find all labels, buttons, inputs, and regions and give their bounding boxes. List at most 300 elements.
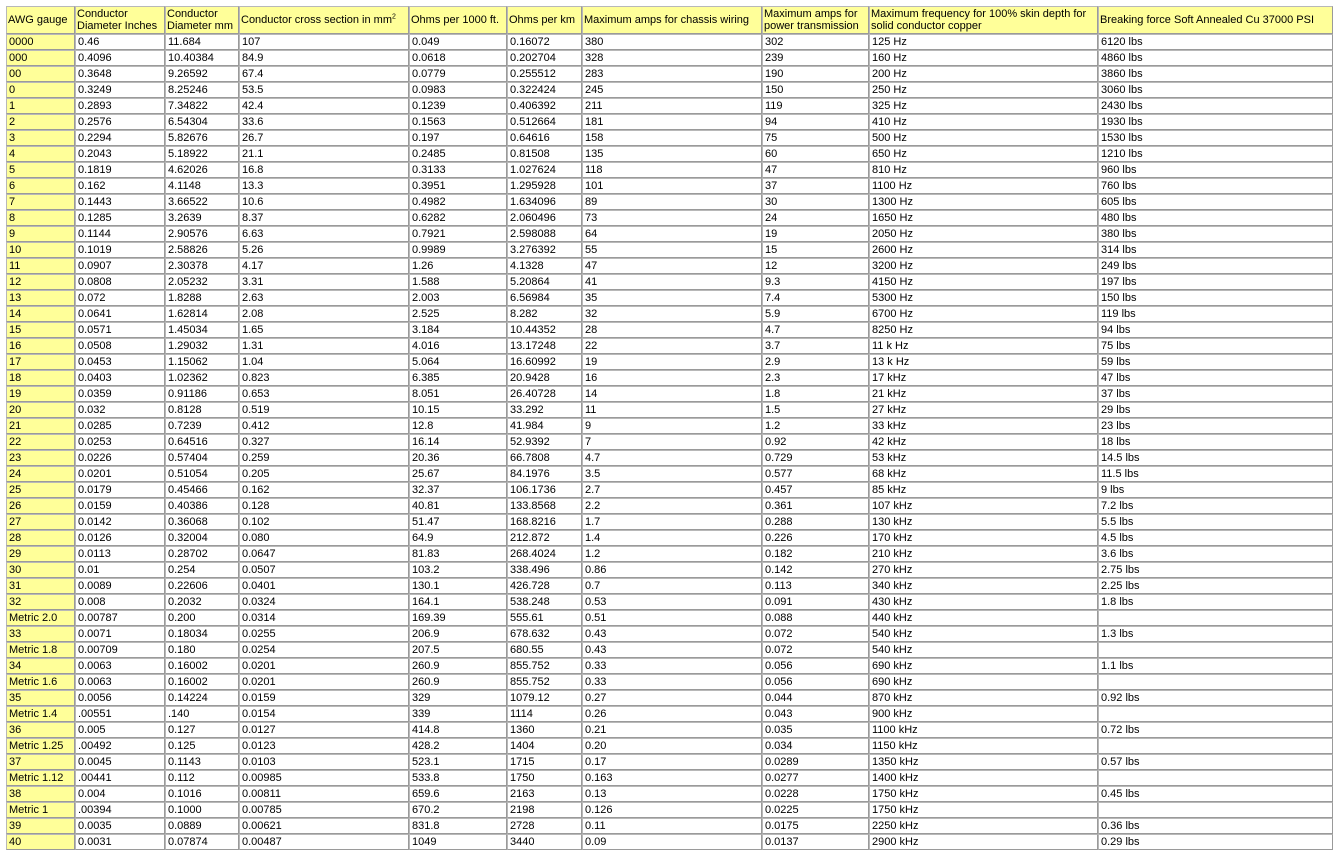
diameter-mm-cell: 1.29032 bbox=[165, 338, 239, 354]
diameter-inches-cell: 0.4096 bbox=[75, 50, 165, 66]
ohms-per-km-cell: 0.64616 bbox=[507, 130, 582, 146]
table-row bbox=[6, 114, 1333, 130]
ohms-per-1000ft-cell: 0.0618 bbox=[409, 50, 507, 66]
cross-section-cell: 0.162 bbox=[239, 482, 409, 498]
amps-power-cell: 0.577 bbox=[762, 466, 869, 482]
breaking-force-cell: 1.3 lbs bbox=[1098, 626, 1333, 642]
amps-power-cell: 302 bbox=[762, 34, 869, 50]
cross-section-cell: 0.412 bbox=[239, 418, 409, 434]
ohms-per-km-cell: 0.255512 bbox=[507, 66, 582, 82]
diameter-mm-cell: 0.51054 bbox=[165, 466, 239, 482]
breaking-force-cell: 0.45 lbs bbox=[1098, 786, 1333, 802]
table-row bbox=[6, 722, 1333, 738]
breaking-force-cell bbox=[1098, 770, 1333, 786]
table-row bbox=[6, 786, 1333, 802]
max-frequency-cell: 125 Hz bbox=[869, 34, 1098, 50]
superscript: 2 bbox=[392, 13, 396, 21]
diameter-inches-cell: 0.2294 bbox=[75, 130, 165, 146]
amps-power-cell: 0.072 bbox=[762, 642, 869, 658]
ohms-per-1000ft-cell: 523.1 bbox=[409, 754, 507, 770]
header-row bbox=[6, 6, 1333, 34]
cross-section-cell: 26.7 bbox=[239, 130, 409, 146]
diameter-mm-cell: 0.07874 bbox=[165, 834, 239, 850]
amps-chassis-cell: 0.43 bbox=[582, 626, 762, 642]
ohms-per-km-cell: 2728 bbox=[507, 818, 582, 834]
cross-section-cell: 0.653 bbox=[239, 386, 409, 402]
amps-chassis-cell: 0.20 bbox=[582, 738, 762, 754]
ohms-per-1000ft-cell: 1049 bbox=[409, 834, 507, 850]
table-row bbox=[6, 162, 1333, 178]
breaking-force-cell: 4860 lbs bbox=[1098, 50, 1333, 66]
diameter-mm-cell: 1.45034 bbox=[165, 322, 239, 338]
header-diameter-mm-label: Conductor Diameter mm bbox=[167, 8, 234, 32]
max-frequency-cell: 900 kHz bbox=[869, 706, 1098, 722]
header-amps-power bbox=[762, 6, 869, 34]
ohms-per-1000ft-cell: 0.049 bbox=[409, 34, 507, 50]
breaking-force-cell: 1.8 lbs bbox=[1098, 594, 1333, 610]
diameter-inches-cell: 0.008 bbox=[75, 594, 165, 610]
ohms-per-km-cell: 680.55 bbox=[507, 642, 582, 658]
ohms-per-km-cell: 538.248 bbox=[507, 594, 582, 610]
diameter-inches-cell: 0.1285 bbox=[75, 210, 165, 226]
ohms-per-km-cell: 10.44352 bbox=[507, 322, 582, 338]
ohms-per-1000ft-cell: 0.1563 bbox=[409, 114, 507, 130]
diameter-mm-cell: 0.1000 bbox=[165, 802, 239, 818]
diameter-mm-cell: 1.15062 bbox=[165, 354, 239, 370]
ohms-per-1000ft-cell: 428.2 bbox=[409, 738, 507, 754]
ohms-per-km-cell: 0.202704 bbox=[507, 50, 582, 66]
header-breaking-force-label: Breaking force Soft Annealed Cu 37000 PSI bbox=[1100, 14, 1315, 26]
amps-chassis-cell: 14 bbox=[582, 386, 762, 402]
max-frequency-cell: 53 kHz bbox=[869, 450, 1098, 466]
ohms-per-km-cell: 2.598088 bbox=[507, 226, 582, 242]
ohms-per-1000ft-cell: 169.39 bbox=[409, 610, 507, 626]
cross-section-cell: 5.26 bbox=[239, 242, 409, 258]
diameter-inches-cell: 0.0035 bbox=[75, 818, 165, 834]
amps-chassis-cell: 0.163 bbox=[582, 770, 762, 786]
cross-section-cell: 0.0201 bbox=[239, 674, 409, 690]
table-row bbox=[6, 834, 1333, 850]
cross-section-cell: 0.0507 bbox=[239, 562, 409, 578]
diameter-inches-cell: 0.0179 bbox=[75, 482, 165, 498]
amps-chassis-cell: 0.51 bbox=[582, 610, 762, 626]
diameter-inches-cell: 0.0808 bbox=[75, 274, 165, 290]
amps-power-cell: 15 bbox=[762, 242, 869, 258]
awg-gauge-cell: 5 bbox=[6, 162, 75, 178]
diameter-mm-cell: 0.16002 bbox=[165, 674, 239, 690]
header-amps-chassis bbox=[582, 6, 762, 34]
awg-gauge-cell: 32 bbox=[6, 594, 75, 610]
ohms-per-km-cell: 855.752 bbox=[507, 674, 582, 690]
table-row bbox=[6, 34, 1333, 50]
diameter-mm-cell: 0.32004 bbox=[165, 530, 239, 546]
amps-power-cell: 0.0137 bbox=[762, 834, 869, 850]
max-frequency-cell: 500 Hz bbox=[869, 130, 1098, 146]
amps-chassis-cell: 64 bbox=[582, 226, 762, 242]
max-frequency-cell: 690 kHz bbox=[869, 658, 1098, 674]
breaking-force-cell: 380 lbs bbox=[1098, 226, 1333, 242]
breaking-force-cell: 11.5 lbs bbox=[1098, 466, 1333, 482]
amps-chassis-cell: 2.2 bbox=[582, 498, 762, 514]
table-row bbox=[6, 610, 1333, 626]
table-row bbox=[6, 434, 1333, 450]
ohms-per-km-cell: 338.496 bbox=[507, 562, 582, 578]
amps-power-cell: 190 bbox=[762, 66, 869, 82]
breaking-force-cell: 2.25 lbs bbox=[1098, 578, 1333, 594]
amps-chassis-cell: 0.86 bbox=[582, 562, 762, 578]
diameter-inches-cell: 0.00787 bbox=[75, 610, 165, 626]
diameter-mm-cell: 0.57404 bbox=[165, 450, 239, 466]
ohms-per-1000ft-cell: 164.1 bbox=[409, 594, 507, 610]
diameter-mm-cell: 7.34822 bbox=[165, 98, 239, 114]
header-ohms-per-km-label: Ohms per km bbox=[509, 14, 576, 26]
amps-power-cell: 0.182 bbox=[762, 546, 869, 562]
table-row bbox=[6, 466, 1333, 482]
breaking-force-cell: 605 lbs bbox=[1098, 194, 1333, 210]
awg-gauge-cell: 36 bbox=[6, 722, 75, 738]
max-frequency-cell: 170 kHz bbox=[869, 530, 1098, 546]
diameter-mm-cell: 2.58826 bbox=[165, 242, 239, 258]
table-row bbox=[6, 770, 1333, 786]
cross-section-cell: 107 bbox=[239, 34, 409, 50]
amps-power-cell: 0.142 bbox=[762, 562, 869, 578]
cross-section-cell: 8.37 bbox=[239, 210, 409, 226]
diameter-inches-cell: 0.0056 bbox=[75, 690, 165, 706]
max-frequency-cell: 340 kHz bbox=[869, 578, 1098, 594]
breaking-force-cell: 0.72 lbs bbox=[1098, 722, 1333, 738]
awg-gauge-cell: 0000 bbox=[6, 34, 75, 50]
amps-chassis-cell: 19 bbox=[582, 354, 762, 370]
diameter-inches-cell: 0.3648 bbox=[75, 66, 165, 82]
header-awg-gauge-label: AWG gauge bbox=[8, 14, 68, 26]
awg-gauge-cell: 19 bbox=[6, 386, 75, 402]
header-breaking-force bbox=[1098, 6, 1333, 34]
breaking-force-cell bbox=[1098, 802, 1333, 818]
amps-chassis-cell: 55 bbox=[582, 242, 762, 258]
breaking-force-cell: 0.92 lbs bbox=[1098, 690, 1333, 706]
diameter-mm-cell: 5.18922 bbox=[165, 146, 239, 162]
ohms-per-km-cell: 1114 bbox=[507, 706, 582, 722]
max-frequency-cell: 410 Hz bbox=[869, 114, 1098, 130]
header-amps-power-label: Maximum amps for power transmission bbox=[764, 8, 859, 32]
amps-power-cell: 0.056 bbox=[762, 674, 869, 690]
cross-section-cell: 0.0103 bbox=[239, 754, 409, 770]
table-row bbox=[6, 802, 1333, 818]
cross-section-cell: 0.0123 bbox=[239, 738, 409, 754]
diameter-mm-cell: 4.62026 bbox=[165, 162, 239, 178]
diameter-mm-cell: 0.16002 bbox=[165, 658, 239, 674]
diameter-inches-cell: 0.01 bbox=[75, 562, 165, 578]
ohms-per-km-cell: 1715 bbox=[507, 754, 582, 770]
max-frequency-cell: 270 kHz bbox=[869, 562, 1098, 578]
awg-gauge-cell: 00 bbox=[6, 66, 75, 82]
ohms-per-1000ft-cell: 0.6282 bbox=[409, 210, 507, 226]
cross-section-cell: 53.5 bbox=[239, 82, 409, 98]
table-row bbox=[6, 626, 1333, 642]
amps-chassis-cell: 0.17 bbox=[582, 754, 762, 770]
cross-section-cell: 0.205 bbox=[239, 466, 409, 482]
amps-power-cell: 9.3 bbox=[762, 274, 869, 290]
amps-power-cell: 0.043 bbox=[762, 706, 869, 722]
amps-power-cell: 0.044 bbox=[762, 690, 869, 706]
breaking-force-cell: 59 lbs bbox=[1098, 354, 1333, 370]
max-frequency-cell: 540 kHz bbox=[869, 642, 1098, 658]
breaking-force-cell: 480 lbs bbox=[1098, 210, 1333, 226]
breaking-force-cell: 2430 lbs bbox=[1098, 98, 1333, 114]
table-row bbox=[6, 370, 1333, 386]
max-frequency-cell: 650 Hz bbox=[869, 146, 1098, 162]
header-awg-gauge bbox=[6, 6, 75, 34]
awg-gauge-cell: 33 bbox=[6, 626, 75, 642]
ohms-per-km-cell: 66.7808 bbox=[507, 450, 582, 466]
amps-power-cell: 150 bbox=[762, 82, 869, 98]
diameter-inches-cell: 0.1019 bbox=[75, 242, 165, 258]
diameter-mm-cell: 0.254 bbox=[165, 562, 239, 578]
diameter-mm-cell: 9.26592 bbox=[165, 66, 239, 82]
ohms-per-km-cell: 426.728 bbox=[507, 578, 582, 594]
diameter-inches-cell: 0.0907 bbox=[75, 258, 165, 274]
cross-section-cell: 0.0255 bbox=[239, 626, 409, 642]
cross-section-cell: 2.63 bbox=[239, 290, 409, 306]
breaking-force-cell: 37 lbs bbox=[1098, 386, 1333, 402]
cross-section-cell: 0.327 bbox=[239, 434, 409, 450]
ohms-per-1000ft-cell: 0.0779 bbox=[409, 66, 507, 82]
awg-gauge-cell: 000 bbox=[6, 50, 75, 66]
ohms-per-1000ft-cell: 0.0983 bbox=[409, 82, 507, 98]
amps-power-cell: 0.0289 bbox=[762, 754, 869, 770]
amps-chassis-cell: 0.33 bbox=[582, 674, 762, 690]
max-frequency-cell: 130 kHz bbox=[869, 514, 1098, 530]
diameter-mm-cell: 0.125 bbox=[165, 738, 239, 754]
diameter-mm-cell: 1.8288 bbox=[165, 290, 239, 306]
diameter-mm-cell: 0.22606 bbox=[165, 578, 239, 594]
ohms-per-km-cell: 26.40728 bbox=[507, 386, 582, 402]
awg-gauge-cell: 26 bbox=[6, 498, 75, 514]
cross-section-cell: 0.0154 bbox=[239, 706, 409, 722]
max-frequency-cell: 1300 Hz bbox=[869, 194, 1098, 210]
diameter-inches-cell: 0.0089 bbox=[75, 578, 165, 594]
ohms-per-km-cell: 84.1976 bbox=[507, 466, 582, 482]
ohms-per-km-cell: 1.634096 bbox=[507, 194, 582, 210]
diameter-mm-cell: 0.200 bbox=[165, 610, 239, 626]
awg-gauge-cell: 27 bbox=[6, 514, 75, 530]
max-frequency-cell: 1150 kHz bbox=[869, 738, 1098, 754]
table-row bbox=[6, 450, 1333, 466]
max-frequency-cell: 2250 kHz bbox=[869, 818, 1098, 834]
amps-power-cell: 0.0225 bbox=[762, 802, 869, 818]
ohms-per-km-cell: 4.1328 bbox=[507, 258, 582, 274]
ohms-per-km-cell: 168.8216 bbox=[507, 514, 582, 530]
ohms-per-1000ft-cell: 2.003 bbox=[409, 290, 507, 306]
max-frequency-cell: 17 kHz bbox=[869, 370, 1098, 386]
amps-power-cell: 0.0175 bbox=[762, 818, 869, 834]
amps-power-cell: 47 bbox=[762, 162, 869, 178]
amps-power-cell: 2.3 bbox=[762, 370, 869, 386]
table-row bbox=[6, 482, 1333, 498]
table-row bbox=[6, 562, 1333, 578]
awg-gauge-cell: 24 bbox=[6, 466, 75, 482]
amps-chassis-cell: 135 bbox=[582, 146, 762, 162]
ohms-per-1000ft-cell: 260.9 bbox=[409, 674, 507, 690]
table-row bbox=[6, 178, 1333, 194]
breaking-force-cell: 5.5 lbs bbox=[1098, 514, 1333, 530]
breaking-force-cell bbox=[1098, 610, 1333, 626]
ohms-per-1000ft-cell: 831.8 bbox=[409, 818, 507, 834]
header-diameter-mm bbox=[165, 6, 239, 34]
awg-gauge-cell: 13 bbox=[6, 290, 75, 306]
table-row bbox=[6, 498, 1333, 514]
amps-chassis-cell: 158 bbox=[582, 130, 762, 146]
diameter-inches-cell: 0.0113 bbox=[75, 546, 165, 562]
diameter-inches-cell: 0.0126 bbox=[75, 530, 165, 546]
awg-gauge-cell: 35 bbox=[6, 690, 75, 706]
breaking-force-cell: 1.1 lbs bbox=[1098, 658, 1333, 674]
awg-table-container bbox=[6, 6, 1333, 850]
amps-power-cell: 0.361 bbox=[762, 498, 869, 514]
ohms-per-1000ft-cell: 260.9 bbox=[409, 658, 507, 674]
max-frequency-cell: 1100 kHz bbox=[869, 722, 1098, 738]
awg-gauge-cell: 12 bbox=[6, 274, 75, 290]
amps-chassis-cell: 4.7 bbox=[582, 450, 762, 466]
diameter-inches-cell: 0.0031 bbox=[75, 834, 165, 850]
diameter-inches-cell: 0.3249 bbox=[75, 82, 165, 98]
cross-section-cell: 0.823 bbox=[239, 370, 409, 386]
diameter-inches-cell: 0.0063 bbox=[75, 658, 165, 674]
amps-chassis-cell: 0.26 bbox=[582, 706, 762, 722]
awg-gauge-cell: 25 bbox=[6, 482, 75, 498]
ohms-per-1000ft-cell: 0.4982 bbox=[409, 194, 507, 210]
diameter-inches-cell: 0.1144 bbox=[75, 226, 165, 242]
max-frequency-cell: 2600 Hz bbox=[869, 242, 1098, 258]
diameter-mm-cell: 11.684 bbox=[165, 34, 239, 50]
ohms-per-km-cell: 855.752 bbox=[507, 658, 582, 674]
amps-power-cell: 2.9 bbox=[762, 354, 869, 370]
ohms-per-1000ft-cell: 414.8 bbox=[409, 722, 507, 738]
ohms-per-km-cell: 20.9428 bbox=[507, 370, 582, 386]
awg-gauge-cell: 40 bbox=[6, 834, 75, 850]
max-frequency-cell: 21 kHz bbox=[869, 386, 1098, 402]
ohms-per-km-cell: 0.406392 bbox=[507, 98, 582, 114]
breaking-force-cell: 1530 lbs bbox=[1098, 130, 1333, 146]
amps-power-cell: 0.92 bbox=[762, 434, 869, 450]
header-ohms-per-1000ft-label: Ohms per 1000 ft. bbox=[411, 14, 500, 26]
diameter-mm-cell: 10.40384 bbox=[165, 50, 239, 66]
awg-gauge-cell: Metric 1.4 bbox=[6, 706, 75, 722]
amps-power-cell: 19 bbox=[762, 226, 869, 242]
diameter-inches-cell: 0.005 bbox=[75, 722, 165, 738]
amps-power-cell: 4.7 bbox=[762, 322, 869, 338]
max-frequency-cell: 2050 Hz bbox=[869, 226, 1098, 242]
cross-section-cell: 84.9 bbox=[239, 50, 409, 66]
header-amps-chassis-label: Maximum amps for chassis wiring bbox=[584, 14, 750, 26]
max-frequency-cell: 68 kHz bbox=[869, 466, 1098, 482]
ohms-per-1000ft-cell: 0.9989 bbox=[409, 242, 507, 258]
diameter-mm-cell: 0.180 bbox=[165, 642, 239, 658]
amps-power-cell: 0.0228 bbox=[762, 786, 869, 802]
awg-gauge-cell: 0 bbox=[6, 82, 75, 98]
diameter-mm-cell: 0.8128 bbox=[165, 402, 239, 418]
awg-gauge-cell: Metric 1.8 bbox=[6, 642, 75, 658]
breaking-force-cell: 0.57 lbs bbox=[1098, 754, 1333, 770]
awg-gauge-cell: 14 bbox=[6, 306, 75, 322]
diameter-inches-cell: 0.004 bbox=[75, 786, 165, 802]
ohms-per-1000ft-cell: 64.9 bbox=[409, 530, 507, 546]
breaking-force-cell: 249 lbs bbox=[1098, 258, 1333, 274]
ohms-per-km-cell: 16.60992 bbox=[507, 354, 582, 370]
max-frequency-cell: 42 kHz bbox=[869, 434, 1098, 450]
max-frequency-cell: 200 Hz bbox=[869, 66, 1098, 82]
diameter-inches-cell: .00394 bbox=[75, 802, 165, 818]
cross-section-cell: 42.4 bbox=[239, 98, 409, 114]
awg-gauge-cell: 31 bbox=[6, 578, 75, 594]
ohms-per-km-cell: 106.1736 bbox=[507, 482, 582, 498]
breaking-force-cell: 760 lbs bbox=[1098, 178, 1333, 194]
table-body bbox=[6, 34, 1333, 850]
cross-section-cell: 1.04 bbox=[239, 354, 409, 370]
amps-chassis-cell: 118 bbox=[582, 162, 762, 178]
ohms-per-km-cell: 2198 bbox=[507, 802, 582, 818]
awg-gauge-cell: 21 bbox=[6, 418, 75, 434]
amps-chassis-cell: 0.126 bbox=[582, 802, 762, 818]
ohms-per-km-cell: 1.027624 bbox=[507, 162, 582, 178]
ohms-per-1000ft-cell: 0.1239 bbox=[409, 98, 507, 114]
ohms-per-km-cell: 2163 bbox=[507, 786, 582, 802]
breaking-force-cell: 314 lbs bbox=[1098, 242, 1333, 258]
table-row bbox=[6, 82, 1333, 98]
breaking-force-cell: 29 lbs bbox=[1098, 402, 1333, 418]
cross-section-cell: 0.00487 bbox=[239, 834, 409, 850]
diameter-inches-cell: .00492 bbox=[75, 738, 165, 754]
cross-section-cell: 0.0314 bbox=[239, 610, 409, 626]
diameter-mm-cell: 6.54304 bbox=[165, 114, 239, 130]
awg-wire-gauge-table bbox=[6, 6, 1333, 850]
amps-chassis-cell: 0.53 bbox=[582, 594, 762, 610]
max-frequency-cell: 250 Hz bbox=[869, 82, 1098, 98]
amps-chassis-cell: 89 bbox=[582, 194, 762, 210]
amps-power-cell: 5.9 bbox=[762, 306, 869, 322]
amps-chassis-cell: 32 bbox=[582, 306, 762, 322]
cross-section-cell: 0.0324 bbox=[239, 594, 409, 610]
amps-chassis-cell: 2.7 bbox=[582, 482, 762, 498]
diameter-inches-cell: 0.0045 bbox=[75, 754, 165, 770]
amps-power-cell: 37 bbox=[762, 178, 869, 194]
table-row bbox=[6, 418, 1333, 434]
max-frequency-cell: 1400 kHz bbox=[869, 770, 1098, 786]
awg-gauge-cell: 16 bbox=[6, 338, 75, 354]
diameter-mm-cell: 2.90576 bbox=[165, 226, 239, 242]
header-cross-section-label: Conductor cross section in mm bbox=[241, 14, 392, 26]
max-frequency-cell: 2900 kHz bbox=[869, 834, 1098, 850]
ohms-per-1000ft-cell: 8.051 bbox=[409, 386, 507, 402]
amps-chassis-cell: 16 bbox=[582, 370, 762, 386]
awg-gauge-cell: 15 bbox=[6, 322, 75, 338]
ohms-per-1000ft-cell: 0.3951 bbox=[409, 178, 507, 194]
diameter-inches-cell: 0.0403 bbox=[75, 370, 165, 386]
breaking-force-cell: 75 lbs bbox=[1098, 338, 1333, 354]
cross-section-cell: 0.519 bbox=[239, 402, 409, 418]
amps-chassis-cell: 380 bbox=[582, 34, 762, 50]
diameter-inches-cell: 0.0253 bbox=[75, 434, 165, 450]
breaking-force-cell bbox=[1098, 674, 1333, 690]
max-frequency-cell: 1750 kHz bbox=[869, 786, 1098, 802]
breaking-force-cell bbox=[1098, 706, 1333, 722]
awg-gauge-cell: 37 bbox=[6, 754, 75, 770]
header-cross-section bbox=[239, 6, 409, 34]
amps-power-cell: 0.226 bbox=[762, 530, 869, 546]
amps-power-cell: 0.034 bbox=[762, 738, 869, 754]
breaking-force-cell: 4.5 lbs bbox=[1098, 530, 1333, 546]
awg-gauge-cell: 22 bbox=[6, 434, 75, 450]
